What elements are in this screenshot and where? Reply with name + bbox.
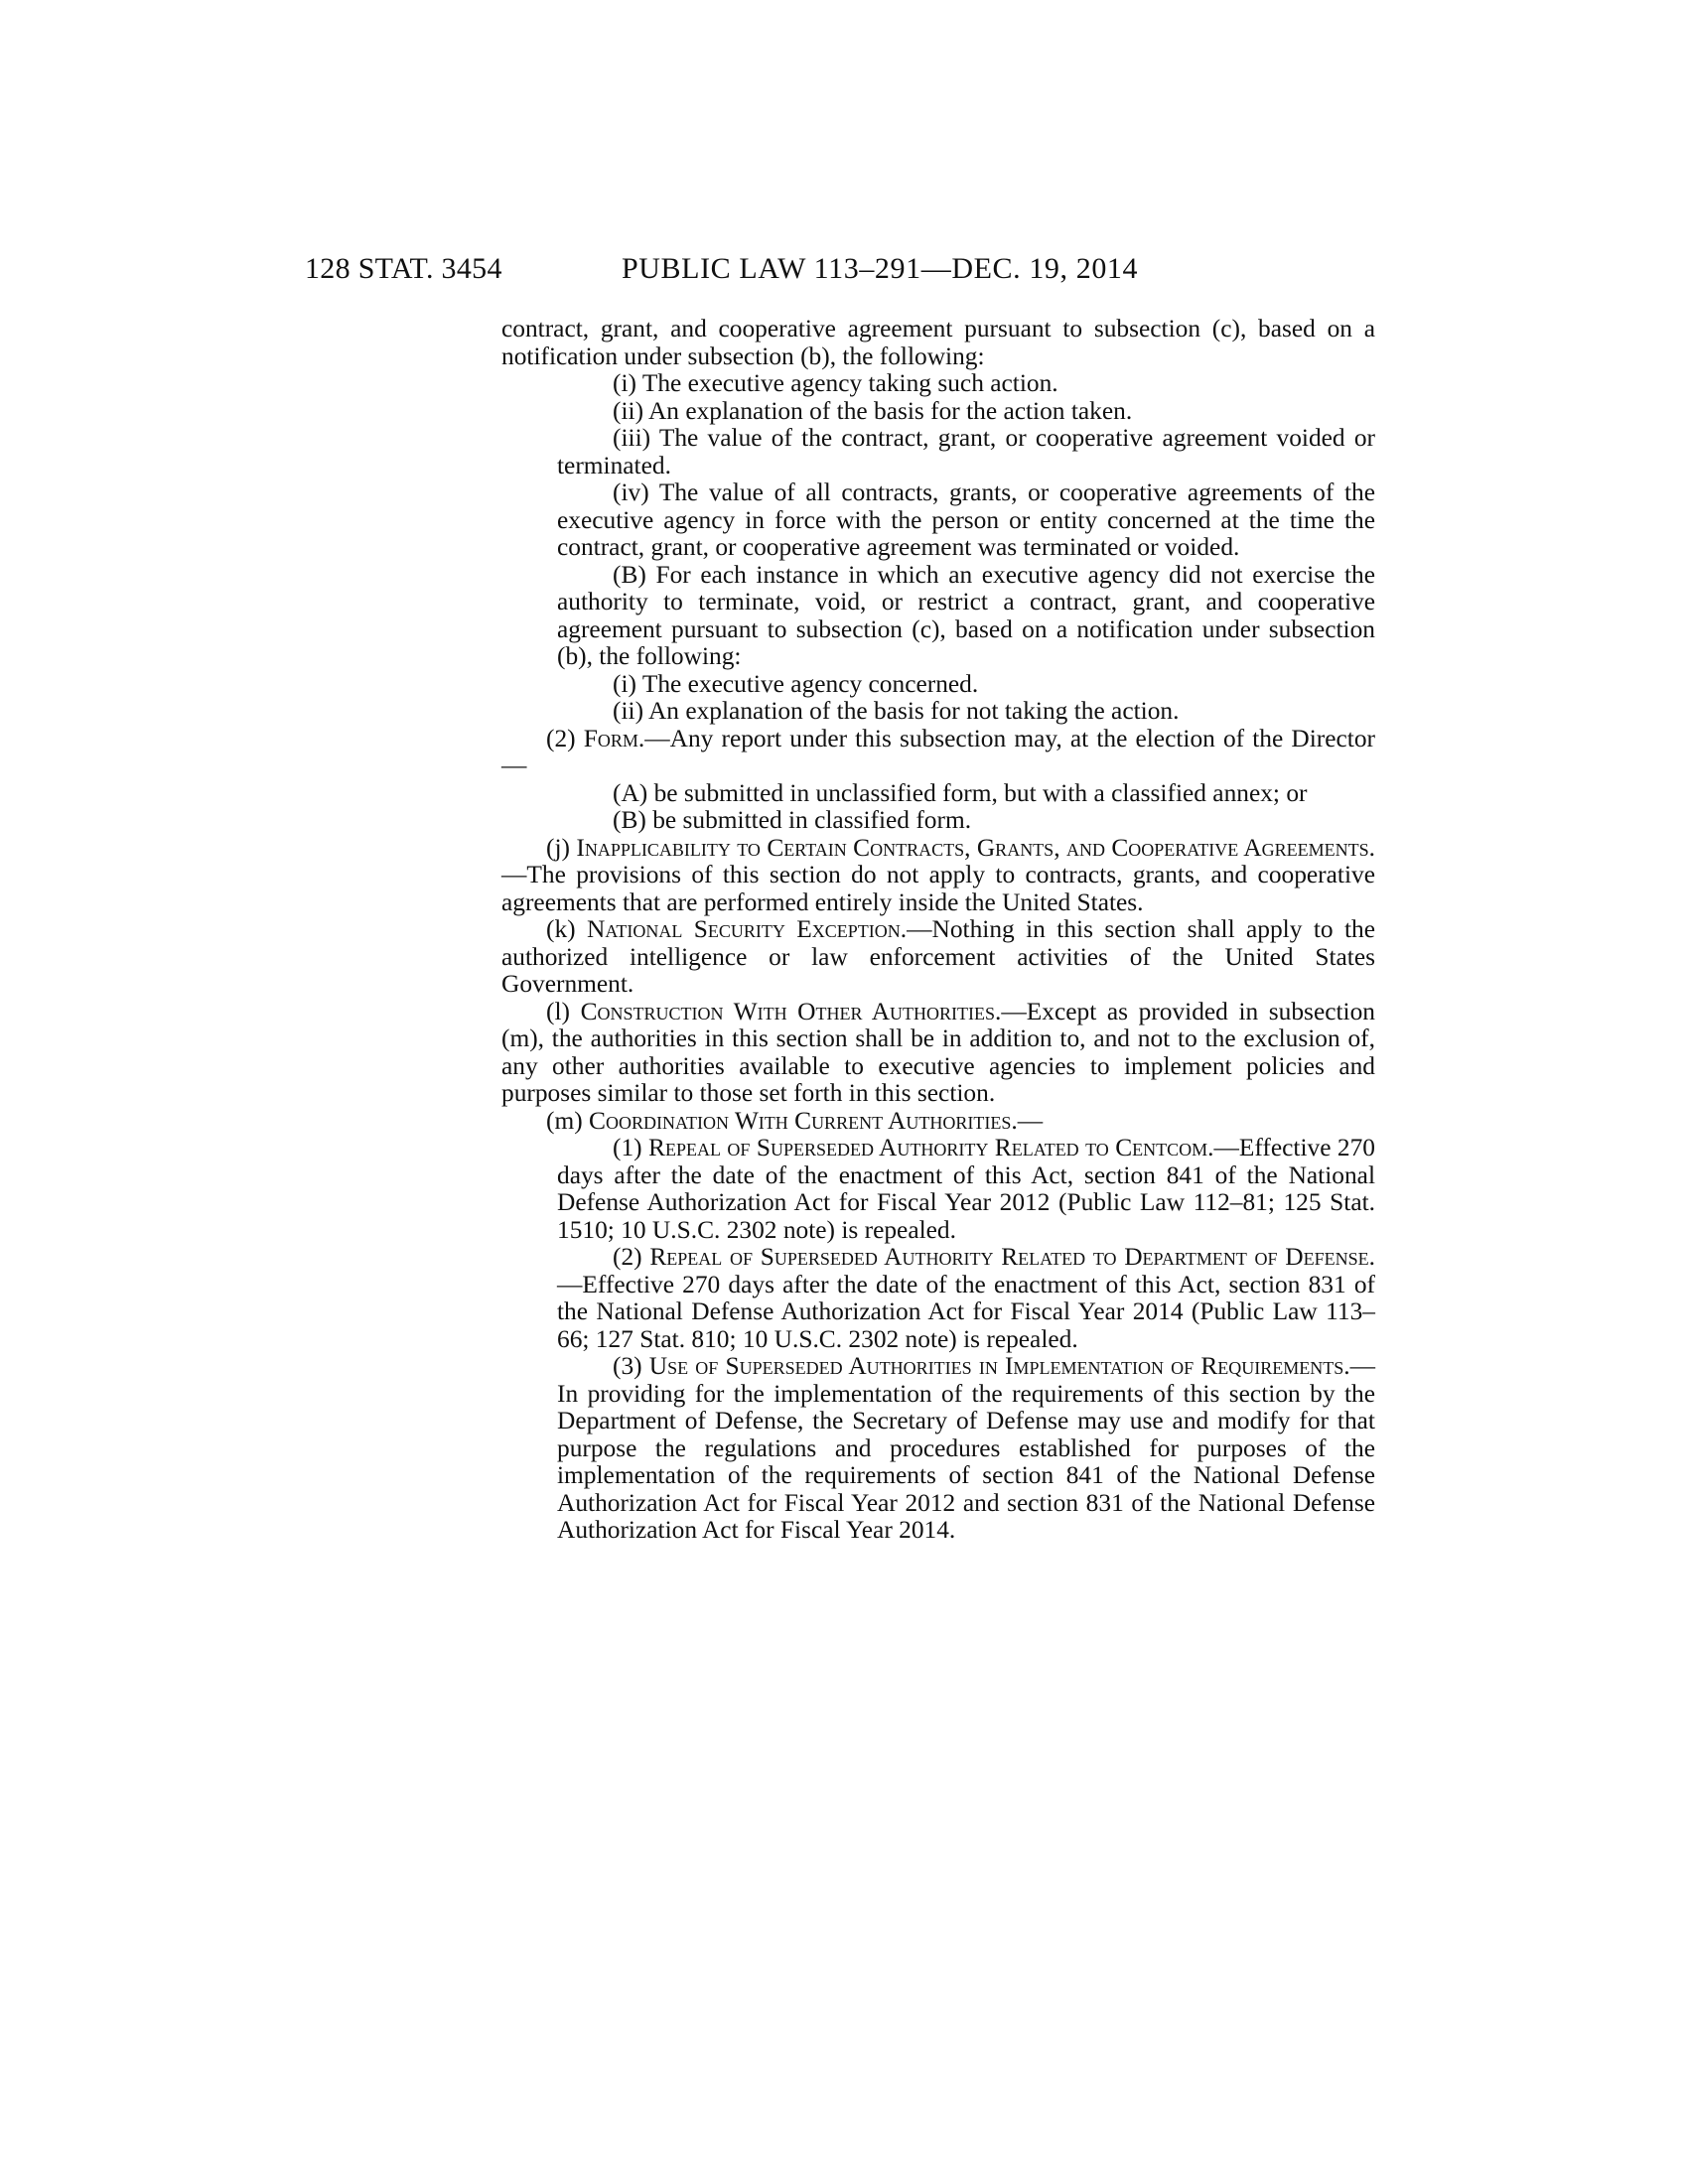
clause-iv: (iv) The value of all contracts, grants, or cooperative agreements of the executive agency in force with the person or entity concerned at the time the contract, grant, or cooperative agreement was terminated or voided. bbox=[557, 478, 1375, 561]
paragraph-heading: Repeal of Superseded Authority Related to Centcom bbox=[648, 1134, 1208, 1161]
margin-citation: 128 STAT. 3454 bbox=[305, 252, 502, 285]
subparagraph-b-form: (B) be submitted in classified form. bbox=[613, 806, 972, 834]
clause-ii-b: (ii) An explanation of the basis for not taking the action. bbox=[613, 697, 1180, 725]
subsection-l bbox=[501, 999, 1375, 1108]
paragraph-prefix: (2) bbox=[613, 1243, 650, 1271]
paragraph-prefix: (2) bbox=[546, 724, 584, 752]
paragraph-text: .—Any report under this subsection may, at the election of the Director— bbox=[501, 724, 1375, 779]
subparagraph-a-form: (A) be submitted in unclassified form, but with a classified annex; or bbox=[613, 778, 1308, 807]
paragraph-2-form bbox=[501, 726, 1375, 780]
paragraph-prefix: (j) bbox=[546, 833, 577, 862]
paragraph-heading: Construction With Other Authorities bbox=[580, 997, 996, 1025]
paragraph-prefix: (3) bbox=[613, 1352, 649, 1380]
paragraph-heading: Inapplicability to Certain Contracts, Grants, and Cooperative Agreements bbox=[576, 833, 1369, 862]
paragraph-heading: Use of Superseded Authorities in Implementation of Requirements bbox=[648, 1352, 1344, 1380]
running-head: PUBLIC LAW 113–291—DEC. 19, 2014 bbox=[622, 252, 1139, 285]
paragraph-heading: National Security Exception bbox=[587, 915, 901, 943]
paragraph-prefix: (k) bbox=[546, 915, 588, 943]
paragraph-text: .—Effective 270 days after the date of the enactment of this Act, section 831 of the National Defense Authorization Act for Fiscal Year 2014 (Public Law 113–66; 127 Stat. 810; 10 U.S.C. 2302 note) is repealed. bbox=[557, 1243, 1375, 1353]
clause-iii: (iii) The value of the contract, grant, or cooperative agreement voided or terminated. bbox=[557, 424, 1375, 479]
paragraph-m-2 bbox=[501, 1244, 1375, 1353]
clause-i: (i) The executive agency taking such action. bbox=[613, 369, 1058, 397]
subparagraph-b: (B) For each instance in which an executive agency did not exercise the authority to terminate, void, or restrict a contract, grant, and cooperative agreement pursuant to subsection (c), based on a notification under subsection (b), the following: bbox=[557, 560, 1375, 670]
paragraph-prefix: (1) bbox=[613, 1134, 649, 1161]
paragraph-text: .— bbox=[1011, 1106, 1044, 1135]
paragraph-heading: Form bbox=[583, 724, 638, 752]
subsection-j bbox=[501, 835, 1375, 917]
paragraph-continuation: contract, grant, and cooperative agreement pursuant to subsection (c), based on a notification under subsection (b), the following: bbox=[501, 315, 1375, 370]
paragraph-text: .—Nothing in this section shall apply to the authorized intelligence or law enforcement activities of the United States Government. bbox=[501, 915, 1376, 998]
paragraph-text: .—The provisions of this section do not apply to contracts, grants, and cooperative agreements that are performed entirely inside the United States. bbox=[501, 833, 1375, 916]
subsection-k bbox=[501, 916, 1375, 999]
clause-ii: (ii) An explanation of the basis for the action taken. bbox=[613, 396, 1133, 425]
subsection-m bbox=[501, 1108, 1375, 1136]
paragraph-prefix: (l) bbox=[546, 997, 581, 1025]
document-body bbox=[501, 316, 1375, 1545]
paragraph-text: .—Effective 270 days after the date of the enactment of this Act, section 841 of the National Defense Authorization Act for Fiscal Year 2012 (Public Law 112–81; 125 Stat. 1510; 10 U.S.C. 2302 note) is repealed. bbox=[557, 1134, 1375, 1244]
paragraph-prefix: (m) bbox=[546, 1106, 590, 1135]
paragraph-m-3 bbox=[501, 1353, 1375, 1545]
paragraph-text: .—Except as provided in subsection (m), the authorities in this section shall be in addition to, and not to the exclusion of, any other authorities available to executive agencies to implement policies and purposes similar to those set forth in this section. bbox=[501, 997, 1375, 1107]
paragraph-m-1 bbox=[501, 1135, 1375, 1244]
clause-i-b: (i) The executive agency concerned. bbox=[613, 669, 979, 698]
paragraph-text: .—In providing for the implementation of the requirements of this section by the Department of Defense, the Secretary of Defense may use and modify for that purpose the regulations and procedures established for purposes of the implementation of the requirements of section 841 of the National Defense Authorization Act for Fiscal Year 2012 and section 831 of the National Defense Authorization Act for Fiscal Year 2014. bbox=[557, 1352, 1375, 1544]
paragraph-heading: Coordination With Current Authorities bbox=[589, 1106, 1012, 1135]
paragraph-heading: Repeal of Superseded Authority Related to Department of Defense bbox=[649, 1243, 1369, 1271]
